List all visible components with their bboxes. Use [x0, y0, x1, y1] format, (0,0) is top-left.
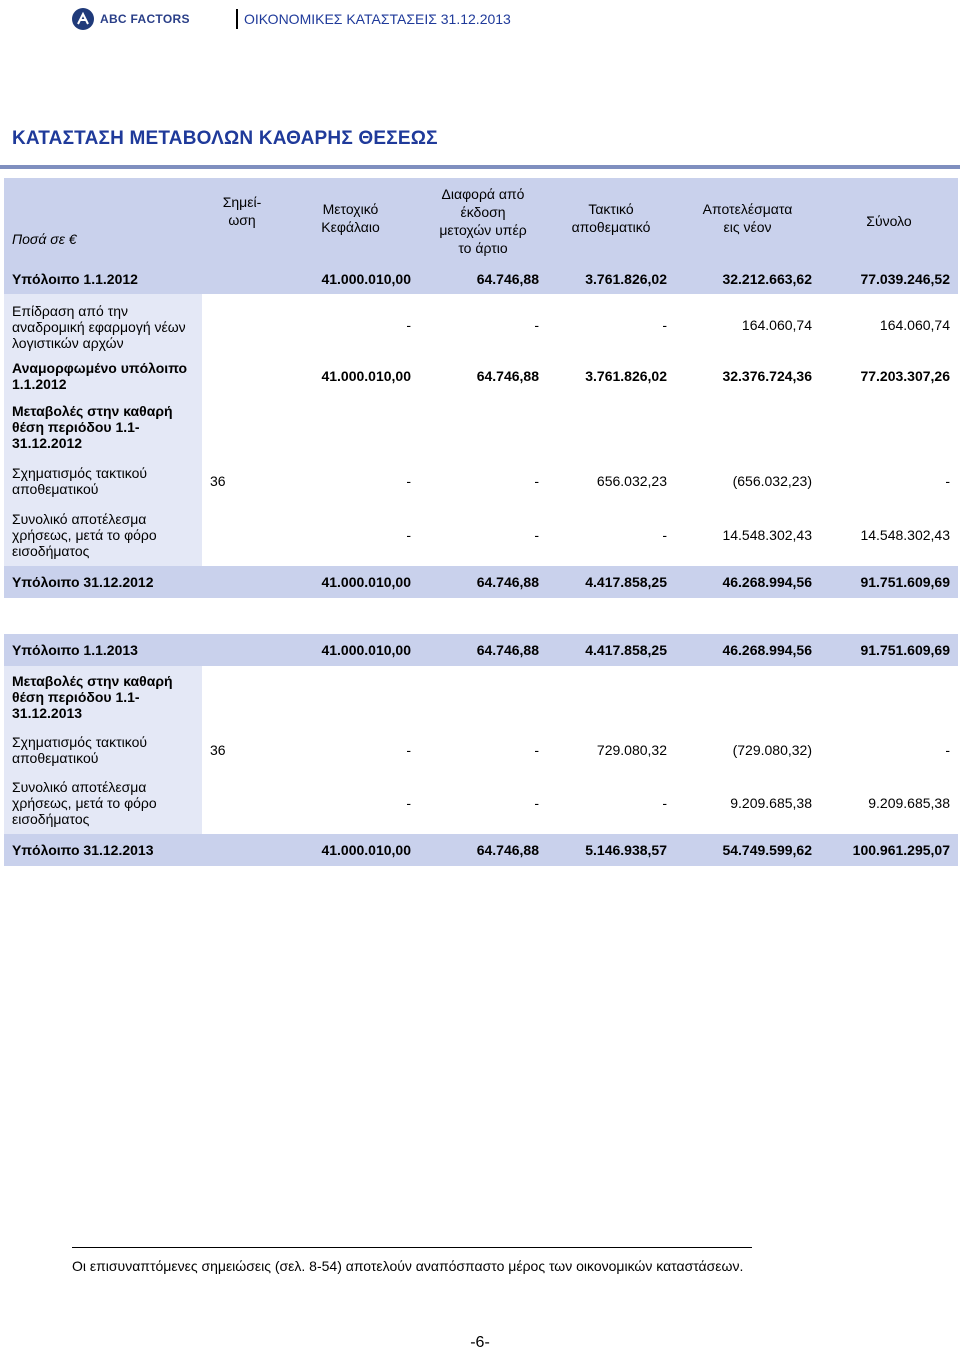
cell-share-premium: 64.746,88 — [419, 834, 547, 866]
cell-share-capital: 41.000.010,00 — [282, 634, 419, 666]
table-header-row — [4, 178, 958, 264]
cell-total: 100.961.295,07 — [820, 834, 958, 866]
cell-legal-reserve: 3.761.826,02 — [547, 264, 675, 294]
page-header — [72, 6, 511, 32]
cell-total: 9.209.685,38 — [868, 795, 950, 811]
cell-retained: 9.209.685,38 — [730, 795, 812, 811]
header-legal-reserve: Τακτικό αποθεματικό — [547, 178, 675, 264]
document-title: ΟΙΚΟΝΟΜΙΚΕΣ ΚΑΤΑΣΤΑΣΕΙΣ 31.12.2013 — [244, 11, 511, 27]
cell-total: 77.203.307,26 — [860, 368, 950, 384]
cell-share-premium: - — [534, 527, 539, 543]
cell-share-capital: 41.000.010,00 — [282, 264, 419, 294]
cell-total: 164.060,74 — [879, 317, 950, 333]
abc-factors-logo-icon — [72, 8, 94, 30]
cell-share-premium: 64.746,88 — [419, 264, 547, 294]
cell-legal-reserve: 4.417.858,25 — [547, 566, 675, 598]
row-label: Σχηματισμός τακτικού αποθεματικού — [4, 728, 202, 772]
footnote-rule — [72, 1247, 752, 1248]
cell-share-capital: - — [406, 317, 411, 333]
table-row — [4, 728, 958, 772]
row-label: Αναμορφωμένο υπόλοιπο 1.1.2012 — [4, 356, 202, 396]
cell-legal-reserve: 3.761.826,02 — [585, 368, 667, 384]
cell-share-premium: 64.746,88 — [419, 634, 547, 666]
row-label: Συνολικό αποτέλεσμα χρήσεως, μετά το φόρο εισοδήματος — [4, 504, 202, 566]
cell-legal-reserve: 4.417.858,25 — [547, 634, 675, 666]
table-row — [4, 356, 958, 396]
cell-retained: (729.080,32) — [732, 742, 812, 758]
cell-total: 77.039.246,52 — [820, 264, 958, 294]
cell-retained: (656.032,23) — [732, 473, 812, 489]
cell-retained: 32.212.663,62 — [675, 264, 820, 294]
cell-note: 36 — [210, 742, 226, 758]
cell-share-capital: - — [406, 795, 411, 811]
cell-legal-reserve: 729.080,32 — [596, 742, 667, 758]
cell-share-capital: 41.000.010,00 — [282, 834, 419, 866]
row-label: Υπόλοιπο 31.12.2013 — [4, 834, 202, 866]
row-label: Υπόλοιπο 1.1.2012 — [4, 264, 202, 294]
cell-retained: 46.268.994,56 — [675, 634, 820, 666]
cell-share-capital: - — [406, 742, 411, 758]
cell-share-capital: - — [406, 473, 411, 489]
cell-total: - — [945, 742, 950, 758]
cell-retained: 14.548.302,43 — [722, 527, 812, 543]
cell-legal-reserve: - — [662, 795, 667, 811]
statement-title: ΚΑΤΑΣΤΑΣΗ ΜΕΤΑΒΟΛΩΝ ΚΑΘΑΡΗΣ ΘΕΣΕΩΣ — [12, 128, 438, 149]
header-total: Σύνολο — [820, 178, 958, 264]
cell-share-premium: - — [534, 795, 539, 811]
page-number: -6- — [470, 1334, 490, 1351]
equity-table-2012 — [4, 178, 958, 598]
cell-total: 14.548.302,43 — [860, 527, 950, 543]
cell-legal-reserve: - — [662, 317, 667, 333]
header-amounts: Ποσά σε € — [4, 178, 202, 264]
cell-legal-reserve: 656.032,23 — [596, 473, 667, 489]
row-label: Σχηματισμός τακτικού αποθεματικού — [4, 458, 202, 504]
cell-retained: 32.376.724,36 — [722, 368, 812, 384]
cell-share-premium: - — [534, 742, 539, 758]
table-row — [4, 458, 958, 504]
row-label: Επίδραση από την αναδρομική εφαρμογή νέων λογιστικών αρχών — [4, 294, 202, 356]
row-label: Συνολικό αποτέλεσμα χρήσεως, μετά το φόρο εισοδήματος — [4, 772, 202, 834]
cell-retained: 46.268.994,56 — [675, 566, 820, 598]
table-row — [4, 294, 958, 356]
cell-note: 36 — [210, 473, 226, 489]
cell-share-capital: 41.000.010,00 — [321, 368, 411, 384]
row-label: Υπόλοιπο 1.1.2013 — [4, 634, 202, 666]
cell-share-premium: - — [534, 473, 539, 489]
cell-share-capital: - — [406, 527, 411, 543]
section-heading: Μεταβολές στην καθαρή θέση περιόδου 1.1-31.12.2013 — [4, 666, 202, 728]
brand-name: ABC FACTORS — [100, 12, 190, 26]
cell-legal-reserve: 5.146.938,57 — [547, 834, 675, 866]
cell-share-premium: - — [534, 317, 539, 333]
section-heading-row — [4, 666, 958, 728]
cell-legal-reserve: - — [662, 527, 667, 543]
cell-share-capital: 41.000.010,00 — [282, 566, 419, 598]
table-row — [4, 264, 958, 294]
cell-retained: 164.060,74 — [741, 317, 812, 333]
section-heading: Μεταβολές στην καθαρή θέση περιόδου 1.1-31.12.2012 — [4, 396, 202, 458]
header-note: Σημεί- ωση — [202, 178, 282, 264]
table-row — [4, 834, 958, 866]
footnote: Οι επισυναπτόμενες σημειώσεις (σελ. 8-54) αποτελούν αναπόσπαστο μέρος των οικονομικών καταστάσεων. — [72, 1258, 744, 1274]
title-rule — [0, 165, 960, 169]
table-row — [4, 504, 958, 566]
row-label: Υπόλοιπο 31.12.2012 — [4, 566, 202, 598]
equity-table-2013 — [4, 634, 958, 866]
table-row — [4, 772, 958, 834]
cell-total: 91.751.609,69 — [820, 566, 958, 598]
header-retained-earnings: Αποτελέσματα εις νέον — [675, 178, 820, 264]
cell-share-premium: 64.746,88 — [476, 368, 539, 384]
cell-share-premium: 64.746,88 — [419, 566, 547, 598]
section-heading-row — [4, 396, 958, 458]
header-share-premium: Διαφορά από έκδοση μετοχών υπέρ το άρτιο — [419, 178, 547, 264]
table-row — [4, 566, 958, 598]
table-row — [4, 634, 958, 666]
cell-total: - — [945, 473, 950, 489]
cell-total: 91.751.609,69 — [820, 634, 958, 666]
header-divider — [236, 9, 238, 29]
header-share-capital: Μετοχικό Κεφάλαιο — [282, 178, 419, 264]
cell-retained: 54.749.599,62 — [675, 834, 820, 866]
